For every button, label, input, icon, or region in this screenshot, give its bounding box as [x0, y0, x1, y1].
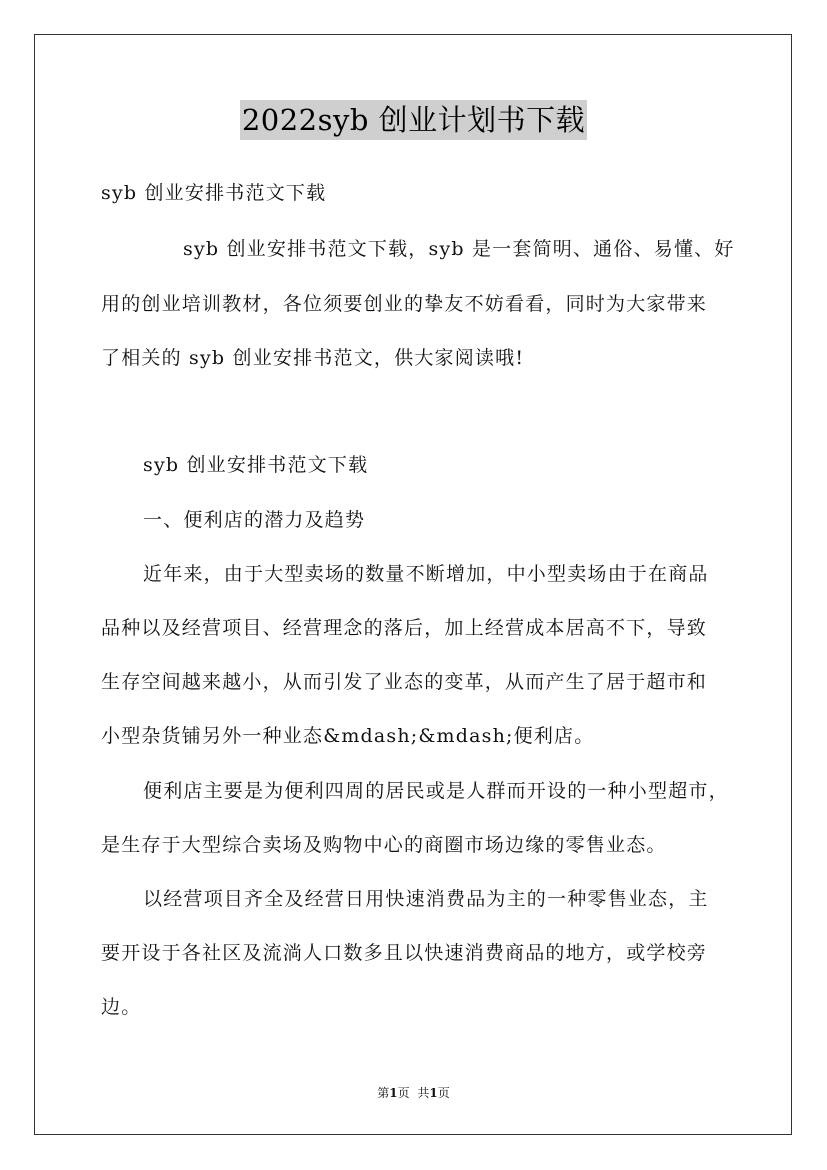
section-heading: syb 创业安排书范文下载 — [143, 454, 369, 476]
para2-line-1: 便利店主要是为便利四周的居民或是人群而开设的一种小型超市， — [143, 780, 729, 802]
subtitle: syb 创业安排书范文下载 — [101, 182, 327, 204]
page-number: 1 — [389, 1086, 398, 1100]
intro-line-3: 了相关的 syb 创业安排书范文，供大家阅读哦! — [101, 347, 525, 369]
para1-line-3: 生存空间越来越小，从而引发了业态的变革，从而产生了居于超市和 — [101, 671, 708, 693]
page-suffix: 页 — [397, 1086, 410, 1100]
para3-line-3: 边。 — [101, 996, 142, 1018]
para3-line-1: 以经营项目齐全及经营日用快速消费品为主的一种零售业态，主 — [143, 888, 709, 910]
para3-line-2: 要开设于各社区及流淌人口数多且以快速消费商品的地方，或学校旁 — [101, 942, 708, 964]
para1-line-2: 品种以及经营项目、经营理念的落后，加上经营成本居高不下，导致 — [101, 617, 708, 639]
total-suffix: 页 — [437, 1086, 450, 1100]
document-title: 2022syb 创业计划书下载 — [240, 100, 587, 140]
intro-line-1: syb 创业安排书范文下载，syb 是一套简明、通俗、易懂、好 — [183, 238, 735, 260]
page-footer — [0, 1084, 827, 1101]
para1-line-1: 近年来，由于大型卖场的数量不断增加，中小型卖场由于在商品 — [143, 563, 709, 585]
section-one-title: 一、便利店的潜力及趋势 — [143, 509, 366, 531]
total-pages: 1 — [429, 1086, 438, 1100]
total-prefix: 共 — [417, 1086, 430, 1100]
intro-line-2: 用的创业培训教材，各位须要创业的挚友不妨看看，同时为大家带来 — [101, 293, 708, 315]
para2-line-2: 是生存于大型综合卖场及购物中心的商圈市场边缘的零售业态。 — [101, 834, 667, 856]
para1-line-4: 小型杂货铺另外一种业态&mdash;&mdash;便利店。 — [101, 725, 595, 747]
title-container — [0, 100, 827, 140]
page-prefix: 第 — [377, 1086, 390, 1100]
